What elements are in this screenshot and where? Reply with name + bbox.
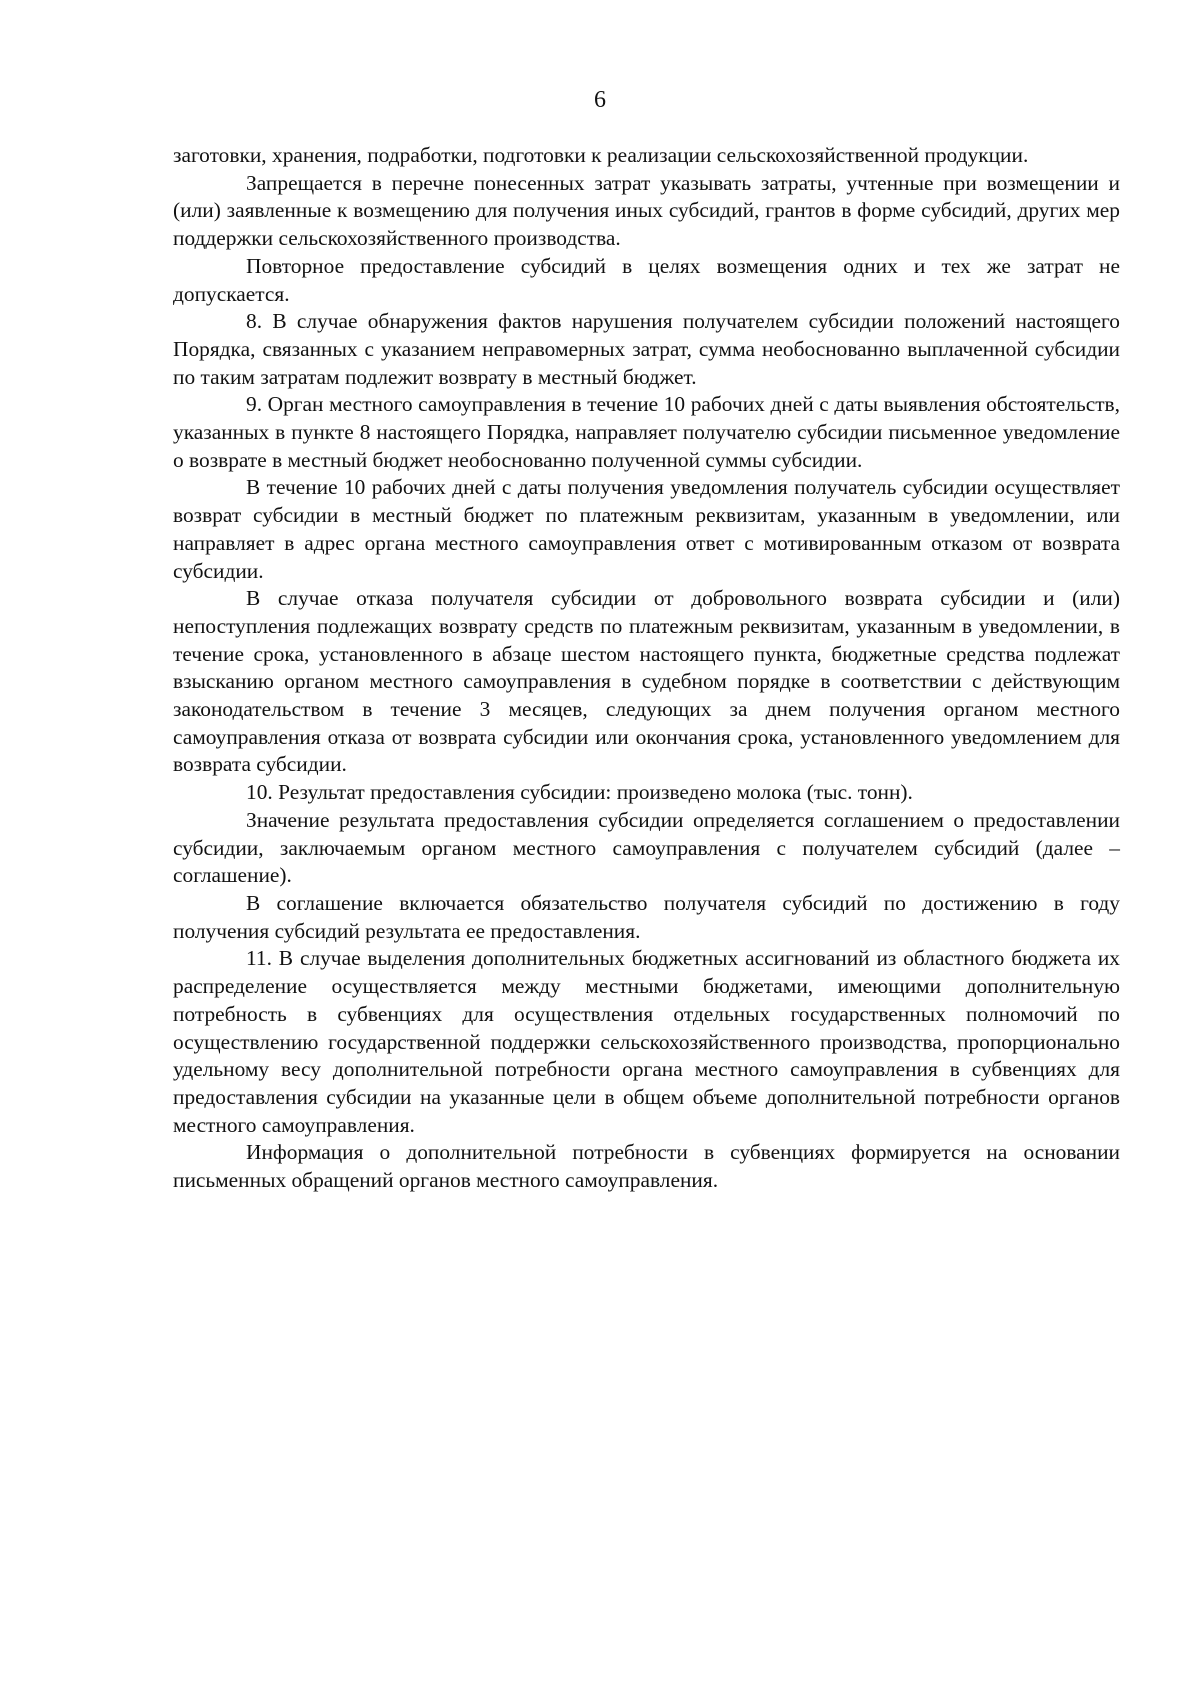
paragraph: В течение 10 рабочих дней с даты получения уведомления получатель субсидии осуществляет возврат субсидии в местный бюджет по платежным реквизитам, указанным в уведомлении, или направляет в адрес органа местного самоуправления ответ с мотивированным отказом от возврата субсидии. <box>173 475 1120 583</box>
paragraph-clause-10: 10. Результат предоставления субсидии: произведено молока (тыс. тонн). <box>246 780 913 805</box>
paragraph: Информация о дополнительной потребности в субвенциях формируется на основании письменных обращений органов местного самоуправления. <box>173 1140 1120 1193</box>
paragraph: Повторное предоставление субсидий в целях возмещения одних и тех же затрат не допускается. <box>173 253 1120 306</box>
document-body <box>173 142 1120 1195</box>
paragraph-continuation: заготовки, хранения, подработки, подготовки к реализации сельскохозяйственной продукции. <box>173 143 1029 167</box>
paragraph: В соглашение включается обязательство получателя субсидий по достижению в году получения субсидий результата ее предоставления. <box>173 890 1120 943</box>
paragraph-clause-9: 9. Орган местного самоуправления в течение 10 рабочих дней с даты выявления обстоятельств, указанных в пункте 8 настоящего Порядка, направляет получателю субсидии письменное уведомление о возврате в местный бюджет необоснованно полученной суммы субсидии. <box>173 392 1120 472</box>
paragraph: Значение результата предоставления субсидии определяется соглашением о предоставлении субсидии, заключаемым органом местного самоуправления с получателем субсидий (далее – соглашение). <box>173 807 1120 888</box>
paragraph: В случае отказа получателя субсидии от добровольного возврата субсидии и (или) непоступления подлежащих возврату средств по платежным реквизитам, указанным в уведомлении, в течение срока, установленного в абзаце шестом настоящего пункта, бюджетные средства подлежат взысканию органом местного самоуправления в судебном порядке в соответствии с действующим законодательством в течение 3 месяцев, следующих за днем получения органом местного самоуправления отказа от возврата субсидии или окончания срока, установленного уведомлением для возврата субсидии. <box>173 586 1120 777</box>
paragraph-clause-11: 11. В случае выделения дополнительных бюджетных ассигнований из областного бюджета их распределение осуществляется между местными бюджетами, имеющими дополнительную потребность в субвенциях для осуществления отдельных государственных полномочий по осуществлению государственной поддержки сельскохозяйственного производства, пропорционально удельному весу дополнительной потребности органа местного самоуправления в субвенциях для предоставления субсидии на указанные цели в общем объеме дополнительной потребности органов местного самоуправления. <box>173 946 1120 1137</box>
page-number: 6 <box>594 87 606 113</box>
paragraph-clause-8: 8. В случае обнаружения фактов нарушения получателем субсидии положений настоящего Порядка, связанных с указанием неправомерных затрат, сумма необоснованно выплаченной субсидии по таким затратам подлежит возврату в местный бюджет. <box>173 309 1120 389</box>
paragraph: Запрещается в перечне понесенных затрат указывать затраты, учтенные при возмещении и (или) заявленные к возмещению для получения иных субсидий, грантов в форме субсидий, других мер поддержки сельскохозяйственного производства. <box>173 170 1120 251</box>
